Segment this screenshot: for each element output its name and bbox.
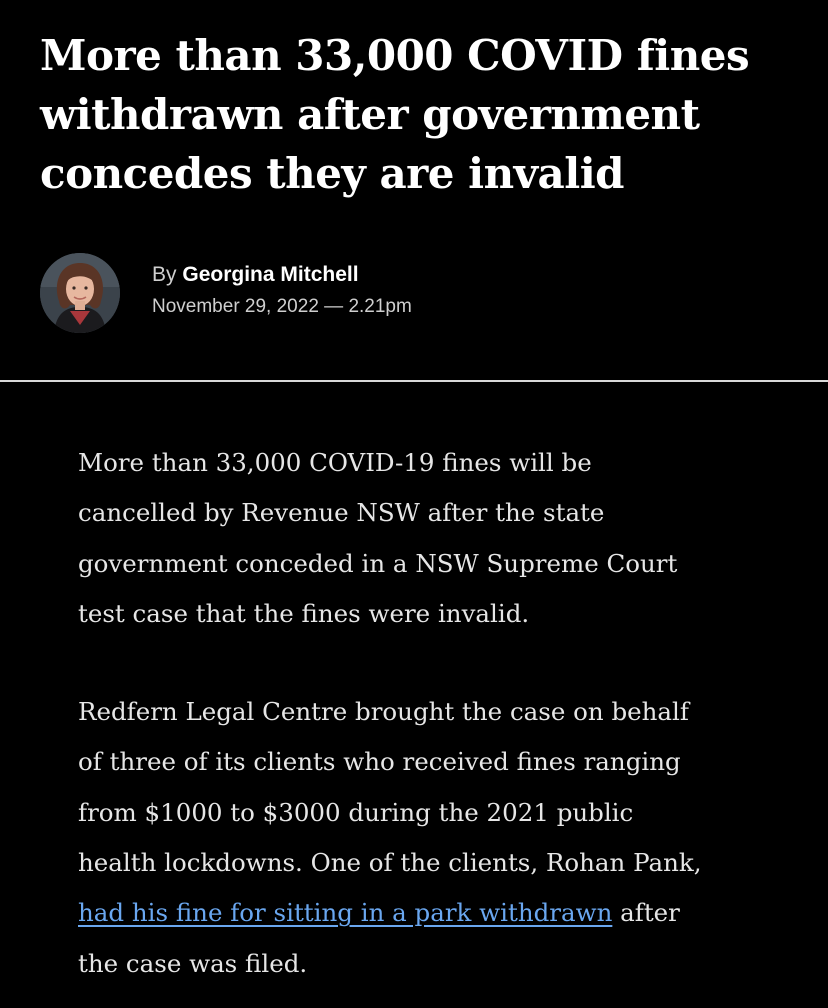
fine-withdrawn-link[interactable]: had his fine for sitting in a park withdrawn	[78, 898, 613, 928]
paragraph-line: Redfern Legal Centre brought the case on behalf	[78, 697, 689, 727]
headline-line: More than 33,000 COVID fines	[40, 31, 750, 80]
paragraph-line: government conceded in a NSW Supreme Court	[78, 548, 678, 578]
article-paragraph	[78, 438, 778, 639]
paragraph-line: the case was filed.	[78, 948, 308, 978]
author-avatar[interactable]	[40, 253, 120, 333]
byline	[40, 253, 412, 333]
publish-date: November 29, 2022	[152, 296, 319, 317]
publish-dateline	[152, 292, 412, 322]
paragraph-line: More than 33,000 COVID-19 fines will be	[78, 448, 592, 477]
dateline-separator: —	[324, 296, 344, 317]
section-divider	[0, 380, 828, 382]
byline-prefix: By	[152, 263, 177, 286]
byline-text	[152, 264, 412, 322]
paragraph-line: from $1000 to $3000 during the 2021 public	[78, 797, 634, 827]
author-row	[152, 260, 412, 290]
paragraph-line: of three of its clients who received fines ranging	[78, 747, 681, 777]
headline-line: concedes they are invalid	[40, 149, 625, 198]
link-trailing-text: after	[612, 898, 680, 928]
article-body	[78, 438, 778, 989]
author-name-link[interactable]: Georgina Mitchell	[182, 263, 359, 286]
paragraph-line: test case that the fines were invalid.	[78, 598, 530, 628]
publish-time: 2.21pm	[348, 296, 412, 317]
headline-line: withdrawn after government	[40, 90, 700, 139]
paragraph-line: health lockdowns. One of the clients, Rohan Pank,	[78, 848, 702, 878]
article-headline	[40, 26, 800, 203]
paragraph-line: cancelled by Revenue NSW after the state	[78, 498, 605, 528]
paragraph-line	[78, 888, 778, 938]
article-paragraph	[78, 687, 778, 989]
author-portrait-icon	[40, 253, 120, 333]
